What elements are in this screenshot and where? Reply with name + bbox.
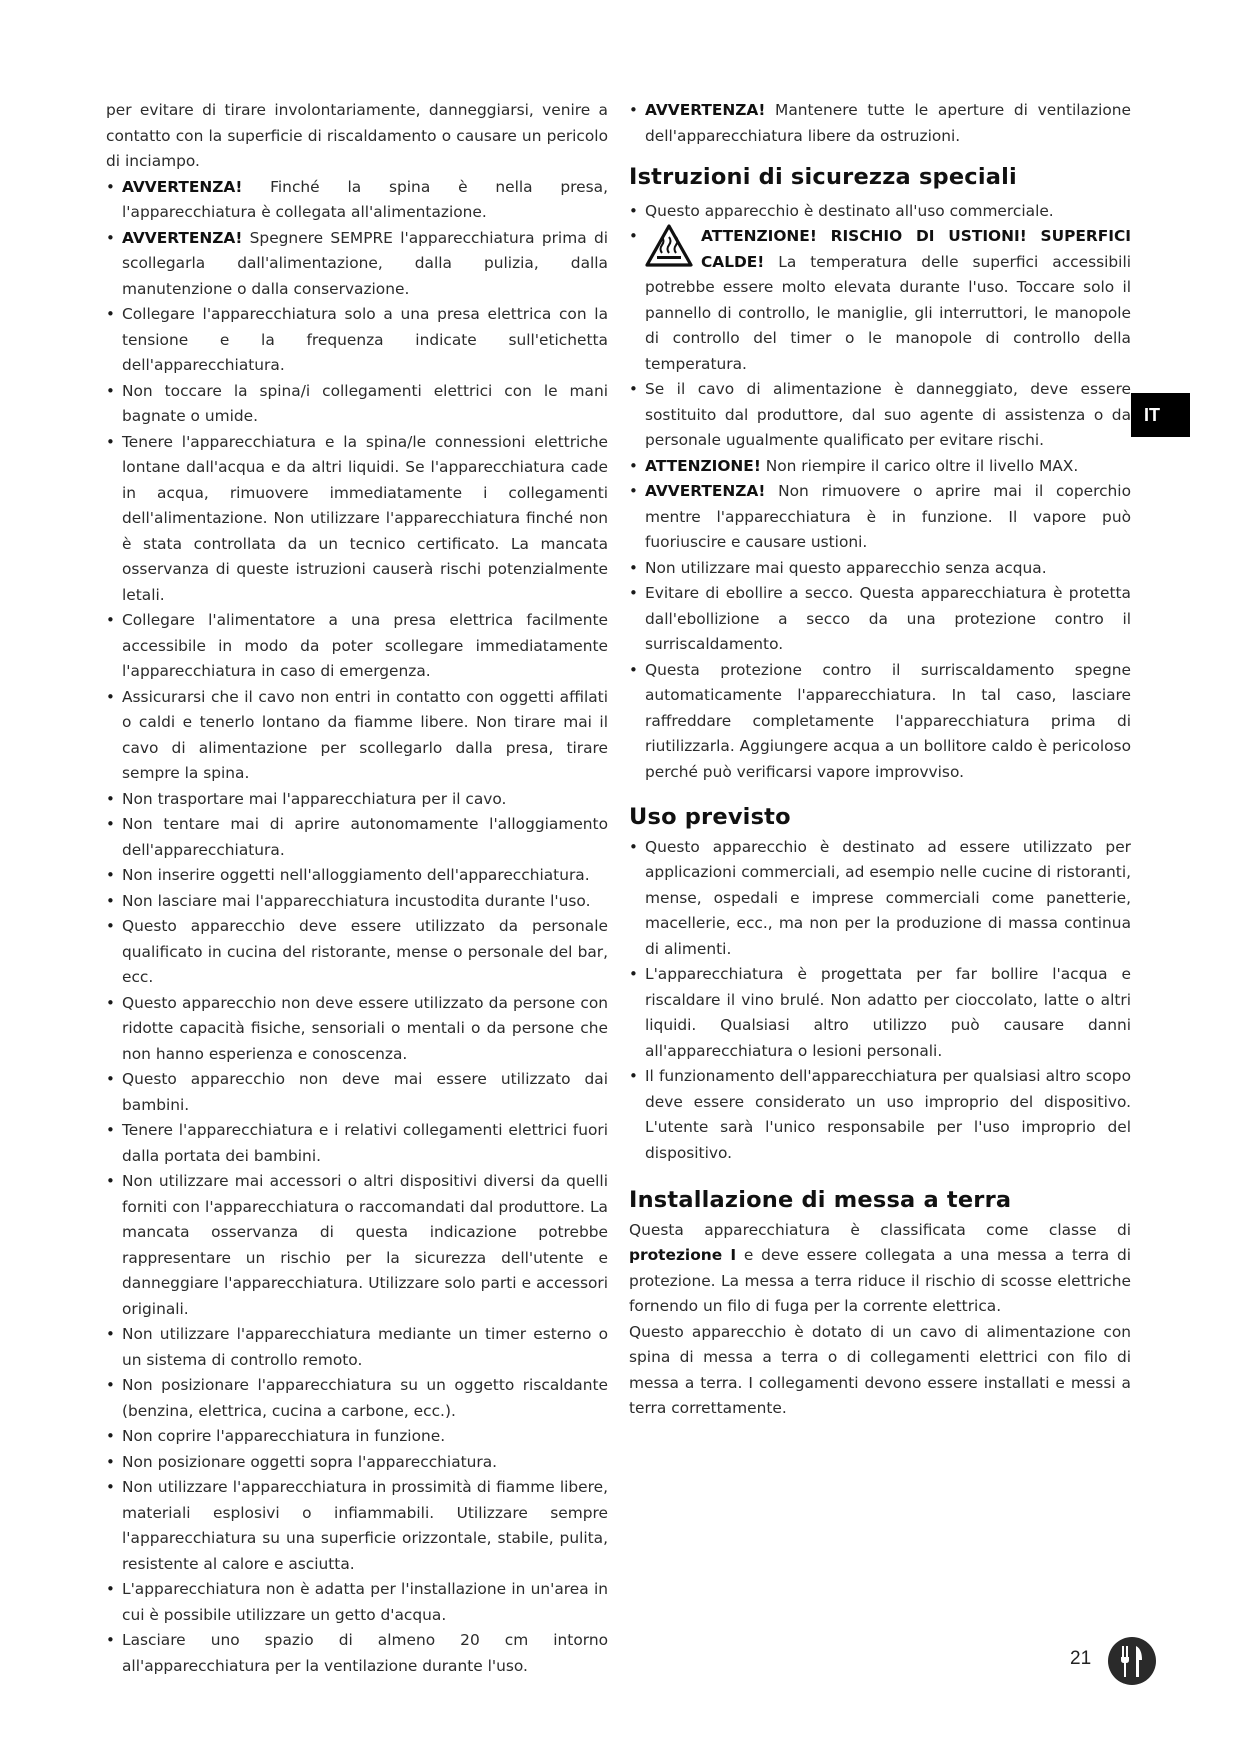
hot-surface-warning [629,224,1131,377]
list-item [629,199,1131,225]
list-item [629,479,1131,556]
list-item [629,658,1131,786]
list-item [106,787,608,813]
grounding-paragraph-2: Questo apparecchio è dotato di un cavo di alimentazione con spina di messa a terra o di collegamenti elettrici con filo di messa a terra. I collegamenti devono essere installati e messi a terra correttamente. [629,1322,1131,1417]
list-item-text: Assicurarsi che il cavo non entri in contatto con oggetti affilati o caldi e tenerlo lontano da fiamme libere. Non tirare mai il cavo di alimentazione per scollegarlo dalla presa, tirare sempre la spina. [122,687,608,782]
list-item-text: Non utilizzare mai questo apparecchio senza acqua. [645,558,1047,577]
warning-label: AVVERTENZA! [122,177,243,196]
list-item-text: Non utilizzare l'apparecchiatura mediante un timer esterno o un sistema di controllo remoto. [122,1325,608,1369]
section-heading-intended-use: Uso previsto [629,804,791,830]
list-item-text: Collegare l'alimentatore a una presa elettrica facilmente accessibile in modo da poter scollegare immediatamente l'apparecchiatura in caso di emergenza. [122,611,608,680]
list-item [106,1475,608,1577]
grounding-paragraph-1 [629,1218,1131,1320]
list-item-text: Non utilizzare mai accessori o altri dispositivi diversi da quelli forniti con l'apparecchiatura o raccomandati dal produttore. La mancata osservanza di questa indicazione potrebbe rappresentare un rischio per la sicurezza dell'utente e danneggiare l'apparecchiatura. Utilizzare solo parti e accessori originali. [122,1172,608,1318]
list-item [106,608,608,685]
list-item [106,1577,608,1628]
list-item [106,226,608,303]
intro-paragraph: per evitare di tirare involontariamente, danneggiarsi, venire a contatto con la superficie di riscaldamento o causare un pericolo di inciampo. [106,101,608,170]
list-item [106,175,608,226]
section-heading-safety: Istruzioni di sicurezza speciali [629,164,1017,190]
list-item-text: Questo apparecchio è destinato all'uso commerciale. [645,201,1054,220]
list-item-text: Non tentare mai di aprire autonomamente l'alloggiamento dell'apparecchiatura. [122,815,608,859]
list-item [106,889,608,915]
list-item-text: L'apparecchiatura non è adatta per l'installazione in un'area in cui è possibile utilizzare un getto d'acqua. [122,1580,608,1624]
list-item-text: Non trasportare mai l'apparecchiatura per il cavo. [122,789,507,808]
warning-label: AVVERTENZA! [122,228,243,247]
list-item-text: Non rimuovere o aprire mai il coperchio mentre l'apparecchiatura è in funzione. Il vapore può fuoriuscire e causare ustioni. [645,482,1131,551]
list-item [106,1067,608,1118]
list-item [106,991,608,1068]
list-item-text: Questo apparecchio deve essere utilizzato da personale qualificato in cucina del ristorante, mense o personale del bar, ecc. [122,917,608,986]
list-item-text: L'apparecchiatura è progettata per far bollire l'acqua e riscaldare il vino brulé. Non adatto per cioccolato, latte o altri liquidi. Qualsiasi altro utilizzo può causare danni all'apparecchiatura o lesioni personali. [645,965,1131,1060]
right-column [629,98,1131,1422]
list-item-text: Non riempire il carico oltre il livello MAX. [760,456,1079,475]
list-item-text: Mantenere tutte le aperture di ventilazione dell'apparecchiatura libere da ostruzioni. [645,101,1131,145]
intended-use-list [629,835,1131,1167]
list-item [106,302,608,379]
list-item [106,1373,608,1424]
list-item-text: Se il cavo di alimentazione è danneggiato, deve essere sostituito dal produttore, dal suo agente di assistenza o da personale ugualmente qualificato per evitare rischi. [645,380,1131,449]
list-item [106,863,608,889]
list-item-text: Collegare l'apparecchiatura solo a una presa elettrica con la tensione e la frequenza indicate sull'etichetta dell'apparecchiatura. [122,305,608,374]
list-item-text: Non posizionare l'apparecchiatura su un oggetto riscaldante (benzina, elettrica, cucina a carbone, ecc.). [122,1376,608,1420]
cutlery-logo-icon [1107,1636,1157,1686]
section-heading-grounding: Installazione di messa a terra [629,1187,1012,1213]
list-item-text: Evitare di ebollire a secco. Questa apparecchiatura è protetta dall'ebollizione a secco da una protezione contro il surriscaldamento. [645,584,1131,653]
list-item [106,1169,608,1322]
list-item-text: Non coprire l'apparecchiatura in funzione. [122,1427,446,1445]
list-item [106,379,608,430]
list-item [106,914,608,991]
safety-list-right [629,199,1131,786]
safety-list-left [106,175,608,1680]
grounding-text: e deve essere collegata a una messa a terra di protezione. La messa a terra riduce il rischio di scosse elettriche fornendo un filo di fuga per la corrente elettrica. [629,1246,1131,1315]
list-item [106,812,608,863]
list-item [106,1322,608,1373]
page-number: 21 [1070,1648,1092,1669]
list-item-text: Non utilizzare l'apparecchiatura in prossimità di fiamme libere, materiali esplosivi o infiammabili. Utilizzare sempre l'apparecchiatura su una superficie orizzontale, stabile, pulita, resistente al calore e asciutta. [122,1478,608,1573]
ventilation-warning-list [629,98,1131,149]
left-column [106,98,608,1679]
list-item [629,556,1131,582]
hot-surface-label: ATTENZIONE! RISCHIO DI USTIONI! SUPERFICI CALDE! [701,227,1131,271]
list-item-text: Questa protezione contro il surriscaldamento spegne automaticamente l'apparecchiatura. In tal caso, lasciare raffreddare completamente l'apparecchiatura prima di riutilizzarla. Aggiungere acqua a un bollitore caldo è pericoloso perché può verificarsi vapore improvviso. [645,660,1131,781]
list-item-text: Il funzionamento dell'apparecchiatura per qualsiasi altro scopo deve essere considerato un uso improprio del dispositivo. L'utente sarà l'unico responsabile per l'uso improprio del dispositivo. [645,1067,1131,1162]
warning-label: AVVERTENZA! [645,101,766,119]
list-item [106,1118,608,1169]
list-item [629,835,1131,963]
grounding-text: Questa apparecchiatura è classificata come classe di [629,1220,1131,1239]
list-item-text: Questo apparecchio non deve mai essere utilizzato dai bambini. [122,1070,608,1114]
list-item-text: Questo apparecchio non deve essere utilizzato da persone con ridotte capacità fisiche, sensoriali o mentali o da persone che non hanno esperienza e conoscenza. [122,993,608,1063]
list-item-text: Tenere l'apparecchiatura e la spina/le connessioni elettriche lontane dall'acqua e da altri liquidi. Se l'apparecchiatura cade in acqua, rimuovere immediatamente i collegamenti dell'alimentazione. Non utilizzare l'apparecchiatura finché non è stata controllata da un tecnico certificato. La mancata osservanza di queste istruzioni causerà rischi potenzialmente letali. [122,432,608,604]
list-item-text: Finché la spina è nella presa, l'apparecchiatura è collegata all'alimentazione. [122,177,608,221]
list-item-text: Questo apparecchio è destinato ad essere utilizzato per applicazioni commerciali, ad esempio nelle cucine di ristoranti, mense, ospedali e imprese commerciali come panetterie, macellerie, ecc., ma non per la produzione di massa continua di alimenti. [645,837,1131,958]
list-item-text: Non toccare la spina/i collegamenti elettrici con le mani bagnate o umide. [122,381,608,425]
warning-label: ATTENZIONE! [645,456,761,475]
list-item [629,98,1131,149]
list-item-text: Non lasciare mai l'apparecchiatura incustodita durante l'uso. [122,891,591,910]
protection-class-label: protezione I [629,1246,737,1264]
list-item-text: Non inserire oggetti nell'alloggiamento dell'apparecchiatura. [122,866,590,884]
list-item-text: Tenere l'apparecchiatura e i relativi collegamenti elettrici fuori dalla portata dei bambini. [122,1121,608,1165]
list-item-text: Lasciare uno spazio di almeno 20 cm intorno all'apparecchiatura per la ventilazione durante l'uso. [122,1631,608,1675]
list-item [106,1628,608,1679]
list-item [106,685,608,787]
list-item-text: Non posizionare oggetti sopra l'apparecchiatura. [122,1452,498,1471]
list-item [629,377,1131,454]
list-item [106,1424,608,1450]
list-item [629,581,1131,658]
warning-label: AVVERTENZA! [645,482,766,500]
language-tab: IT [1131,393,1190,437]
list-item [629,1064,1131,1166]
list-item [106,1450,608,1476]
list-item [629,454,1131,480]
list-item-text: Spegnere SEMPRE l'apparecchiatura prima di scollegarla dall'alimentazione, dalla pulizia, dalla manutenzione o dalla conservazione. [122,228,608,298]
list-item [106,430,608,609]
hot-surface-warning-icon [645,224,693,268]
hot-surface-text: La temperatura delle superfici accessibili potrebbe essere molto elevata durante l'uso. Toccare solo il pannello di controllo, le maniglie, gli interruttori, le manopole di controllo del timer o le manopole di controllo della temperatura. [645,252,1131,373]
list-item [629,962,1131,1064]
